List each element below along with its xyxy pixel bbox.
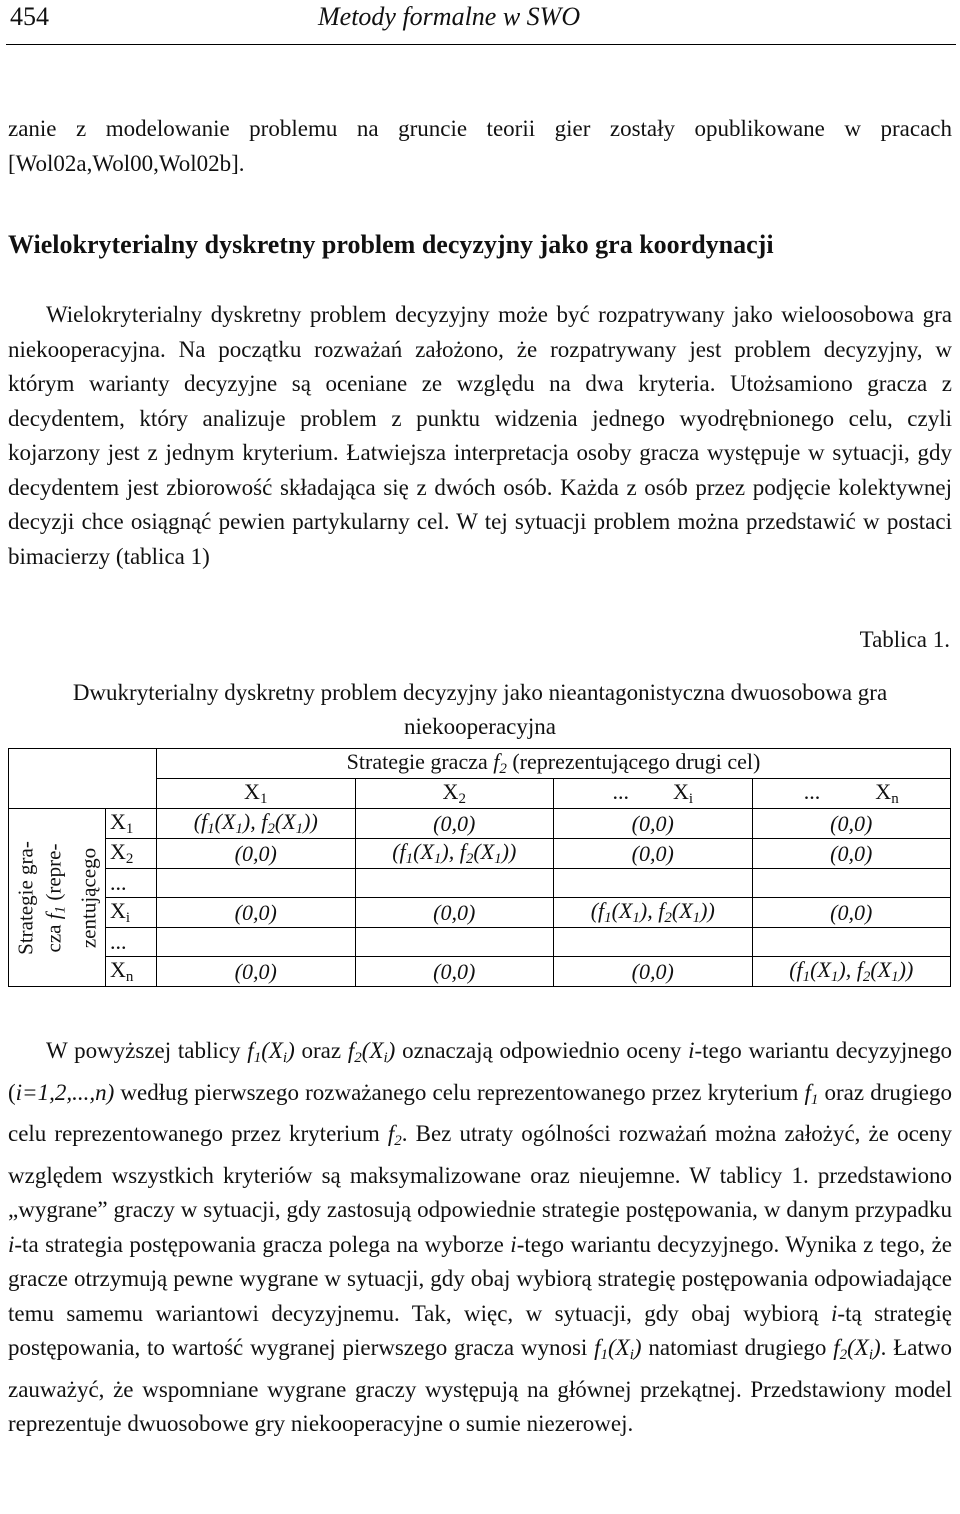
table-cell: (0,0) [157,839,356,869]
col-header-xn: ... $X_n$ [752,779,951,809]
table-cell: (0,0) [554,957,753,987]
table-cell: (0,0) [752,839,951,869]
col-header-xi: ... $X_i$ [554,779,753,809]
diagonal-cell: ($f_1(X_1)$, $f_2(X_1)$) [355,839,554,869]
table-row [9,898,951,928]
intro-paragraph: zanie z modelowanie problemu na gruncie teorii gier zostały opublikowane w pracach [Wol02a,Wol00,Wol02b]. [8,116,952,176]
section-paragraph: Wielokryterialny dyskretny problem decyzyjny może być rozpatrywany jako wieloosobowa gra niekooperacyjna. Na początku rozważań założono, że rozpatrywany jest problem decyzyjny, w którym warianty decyzyjne są oceniane ze względu na dwa kryteria. Utożsamiono gracza z decydentem, który analizuje problem z punktu widzenia jednego wyodrębnionego celu, czyli kojarzony jest z jednym kryterium. Łatwiejsza interpretacja osoby gracza występuje w sytuacji, gdy decydentem jest zbiorowość składająca się z dwóch osób. Każda z osób przez podjęcie kolektywnej decyzji chce osiągnąć pewien partykularny cel. W tej sytuacji problem można przedstawić w postaci bimacierzy (tablica 1) [8,302,952,569]
table-cell: (0,0) [157,898,356,928]
running-title: Metody formalne w SWO [318,2,581,31]
table-label: Tablica 1. [859,627,950,652]
col-header-x1: $X_1$ [157,779,356,809]
table-row [9,928,951,957]
table-caption: Dwukryterialny dyskretny problem decyzyjny jako nieantagonistyczna dwuosobowa gra niekooperacyjna [72,680,888,739]
page-number: 454 [10,2,49,31]
row-label-x2: $X_2$ [106,839,157,869]
row-player-header: Strategie gra- cza $f_1$ (repre- zentującego [9,809,106,987]
row-label-xi: $X_i$ [106,898,157,928]
table-cell: (0,0) [752,898,951,928]
table-cell: (0,0) [355,957,554,987]
row-label-xn: $X_n$ [106,957,157,987]
closing-paragraph: W powyższej tablicy $f_1(X_i)$ oraz $f_2(X_i)$ oznaczają odpowiednio oceny i-tego wariantu decyzyjnego (i=1,2,...,n) według pierwszego rozważanego celu reprezentowanego przez kryterium $f_1$ oraz drugiego celu reprezentowanego przez kryterium $f_2$. Bez utraty ogólności rozważań można założyć, że oceny względem wszystkich kryteriów są maksymalizowane oraz nieujemne. W tablicy 1. przedstawiono „wygrane” graczy w sytuacji, gdy zastosują odpowiednie strategie postępowania, w danym przypadku i-ta strategia postępowania gracza polega na wyborze i-tego wariantu decyzyjnego. Wynika z tego, że gracze otrzymują pewne wygrane w sytuacji, gdy obaj wybiorą strategię postępowania odpowiadające temu samemu wariantowi decyzyjnemu. Tak, więc, w sytuacji, gdy obaj wybiorą i-tą strategię postępowania, to wartość wygranej pierwszego gracza wynosi $f_1(X_i)$ natomiast drugiego $f_2(X_i)$. Łatwo zauważyć, że wspomniane wygrane graczy występują na głównej przekątnej. Przedstawiony model reprezentuje dwuosobowe gry niekooperacyjne o sumie niezerowej. [8,1038,953,1436]
table-cell: (0,0) [752,809,951,839]
col-header-x2: $X_2$ [355,779,554,809]
table-cell: (0,0) [554,809,753,839]
table-cell: (0,0) [157,957,356,987]
table-row [9,809,951,839]
table-header-row [9,749,951,779]
column-player-header: Strategie gracza $f_2$ (reprezentującego drugi cel) [157,749,951,779]
row-label-x1: $X_1$ [106,809,157,839]
strategy-header-row [9,779,951,809]
table-row [9,839,951,869]
diagonal-cell: ($f_1(X_1)$, $f_2(X_1)$) [752,957,951,987]
bimatrix-table [8,748,951,987]
page-header [6,0,956,45]
table-row [9,869,951,898]
table-cell: (0,0) [554,839,753,869]
table-row [9,957,951,987]
diagonal-cell: ($f_1(X_1)$, $f_2(X_1)$) [157,809,356,839]
row-label-ellipsis: ... [106,928,157,957]
diagonal-cell: ($f_1(X_1)$, $f_2(X_1)$) [554,898,753,928]
table-cell: (0,0) [355,809,554,839]
row-label-ellipsis: ... [106,869,157,898]
table-cell: (0,0) [355,898,554,928]
section-heading: Wielokryterialny dyskretny problem decyzyjny jako gra koordynacji [8,230,774,259]
